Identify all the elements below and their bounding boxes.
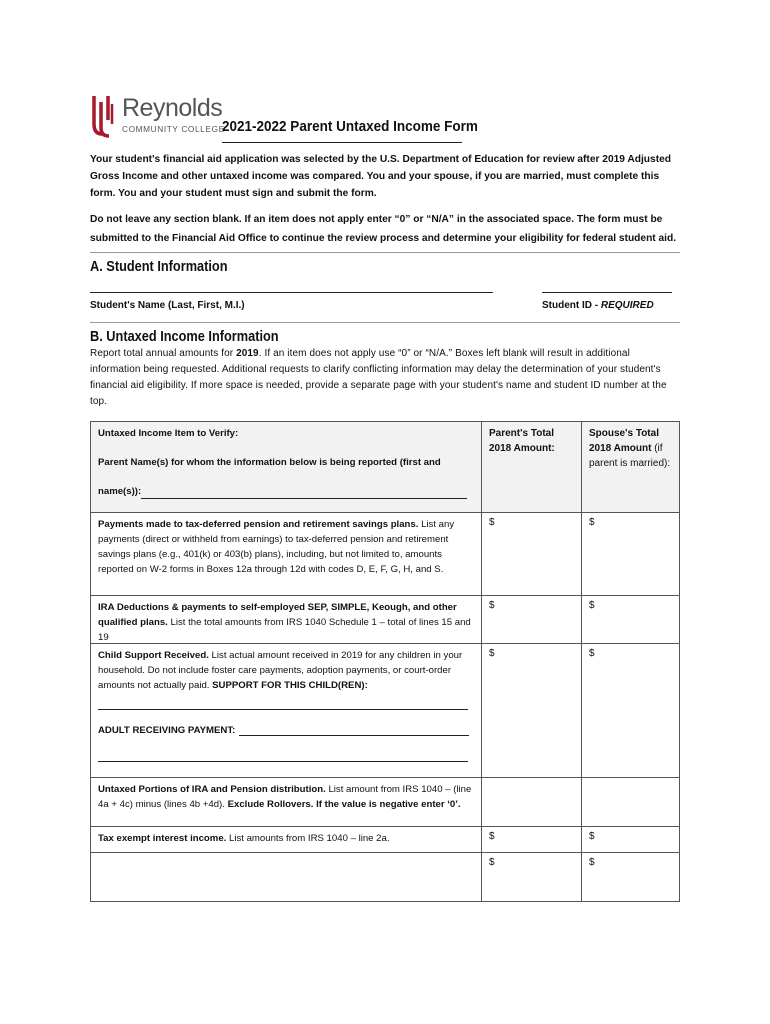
spouse-ira-amount[interactable]: $ bbox=[589, 600, 595, 611]
parent-interest-amount[interactable]: $ bbox=[489, 831, 495, 842]
parent-child-support-amount[interactable]: $ bbox=[489, 648, 495, 659]
section-b-instructions: Report total annual amounts for 2019. If an item does not apply use “0” or “N/A.” Boxes left blank will result in additional information being requested. Additional requests to clarify conflicting information may delay the determination of your student's financial aid eligibility. If more space is needed, provide a separate page with your student's name and student ID number at the top. bbox=[90, 348, 667, 407]
header-item-cell: Untaxed Income Item to Verify: Parent Name(s) for whom the information below is being reported (first and name(s)): bbox=[98, 426, 473, 499]
table-row bbox=[91, 513, 679, 596]
student-id-field[interactable] bbox=[542, 292, 672, 293]
table-header-row bbox=[91, 422, 679, 513]
required-note: REQUIRED bbox=[600, 300, 654, 311]
spouse-child-support-amount[interactable]: $ bbox=[589, 648, 595, 659]
spouse-total-header: Spouse's Total 2018 Amount (if parent is married): bbox=[589, 428, 671, 469]
ira-deductions-cell: IRA Deductions & payments to self-employed SEP, SIMPLE, Keough, and other qualified plans. List the total amounts from IRS 1040 Schedule 1 – total of lines 15 and 19 bbox=[98, 602, 471, 643]
child-support-extra-field[interactable] bbox=[98, 761, 468, 762]
table-row bbox=[91, 778, 679, 827]
section-divider-b bbox=[90, 322, 680, 323]
child-support-cell: Child Support Received. List actual amount received in 2019 for any children in your household. Do not include foster care payments, adoption payments, or court-order amounts not actually paid. SUPPORT FOR THIS CHILD(REN): bbox=[98, 650, 463, 691]
college-logo bbox=[90, 94, 225, 138]
pension-payments-cell: Payments made to tax-deferred pension and retirement savings plans. List any payments (direct or withheld from earnings) to tax-deferred pension and retirement savings plans (e.g., 401(k) or 403(b) plans), including, but not limited to, amounts reported on W-2 forms in Boxes 12a through 12d with codes D, E, F, G, H, and S. bbox=[98, 519, 455, 575]
parent-names-field[interactable] bbox=[141, 498, 467, 499]
parent-pension-amount[interactable]: $ bbox=[489, 517, 495, 528]
tax-exempt-interest-cell: Tax exempt interest income. List amounts from IRS 1040 – line 2a. bbox=[98, 833, 390, 844]
intro-paragraph-2: Do not leave any section blank. If an item does not apply enter “0” or “N/A” in the associated space. The form must be submitted to the Financial Aid Office to continue the review process and determine your eligibility for federal student aid. bbox=[90, 214, 677, 244]
table-row bbox=[91, 827, 679, 853]
student-name-field[interactable] bbox=[90, 292, 493, 293]
parent-ira-amount[interactable]: $ bbox=[489, 600, 495, 611]
spouse-interest-amount[interactable]: $ bbox=[589, 831, 595, 842]
adult-receiving-field[interactable] bbox=[239, 735, 469, 736]
untaxed-income-table bbox=[90, 421, 680, 902]
student-name-label: Student's Name (Last, First, M.I.) bbox=[90, 300, 245, 311]
table-row bbox=[91, 596, 679, 644]
intro-paragraph-1: Your student's financial aid application was selected by the U.S. Department of Education for review after 2019 Adjusted Gross Income and other untaxed income was compared. You and your spouse, if you are married, must complete this form. You and your student must sign and submit the form. bbox=[90, 154, 671, 199]
title-rule bbox=[222, 142, 462, 143]
section-b-heading: B. Untaxed Income Information bbox=[90, 329, 279, 345]
parent-other-amount[interactable]: $ bbox=[489, 857, 495, 868]
spouse-pension-amount[interactable]: $ bbox=[589, 517, 595, 528]
spouse-other-amount[interactable]: $ bbox=[589, 857, 595, 868]
adult-receiving-label: ADULT RECEIVING PAYMENT: bbox=[98, 725, 469, 736]
child-support-child-field[interactable] bbox=[98, 709, 468, 710]
section-a-heading: A. Student Information bbox=[90, 259, 228, 275]
form-title: 2021-2022 Parent Untaxed Income Form bbox=[222, 118, 478, 135]
logo-subtitle: COMMUNITY COLLEGE bbox=[122, 124, 225, 134]
table-row bbox=[91, 644, 679, 778]
student-id-label: Student ID - REQUIRED bbox=[542, 300, 654, 311]
logo-name: Reynolds bbox=[122, 94, 223, 122]
table-row bbox=[91, 853, 679, 901]
parent-total-header: Parent's Total 2018 Amount: bbox=[489, 428, 555, 454]
ira-pension-distribution-cell: Untaxed Portions of IRA and Pension distribution. List amount from IRS 1040 – (line 4a + 4c) minus (lines 4b +4d). Exclude Rollovers. If the value is negative enter ‘0’. bbox=[98, 784, 472, 810]
section-divider-a bbox=[90, 252, 680, 253]
reynolds-logo-icon bbox=[90, 94, 116, 138]
